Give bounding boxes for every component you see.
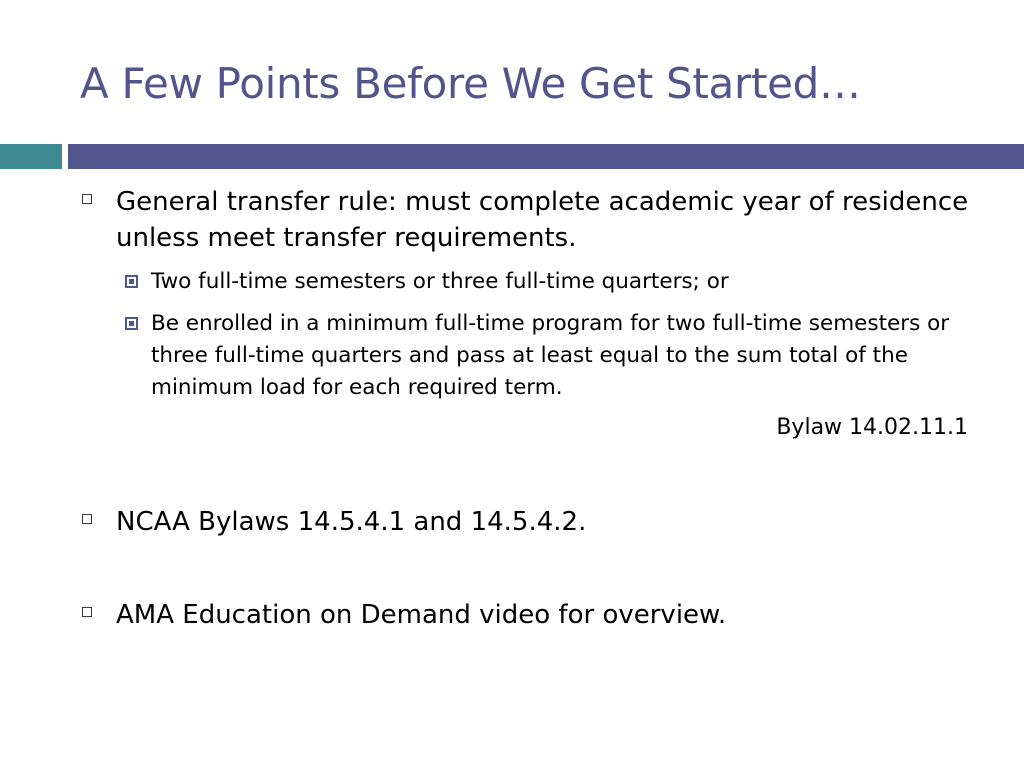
bullet-text: AMA Education on Demand video for overview. — [116, 600, 727, 630]
sub-bullet-text: Be enrolled in a minimum full-time program for two full-time semesters or three full-time quarters and pass at least equal to the sum total of the minimum load for each required term. — [151, 311, 950, 400]
sub-bullet-text: Two full-time semesters or three full-time quarters; or — [151, 269, 729, 294]
bullet-text: NCAA Bylaws 14.5.4.1 and 14.5.4.2. — [116, 507, 587, 537]
filled-square-bullet-icon — [125, 275, 138, 288]
bullet-text: General transfer rule: must complete academic year of residence unless meet transfer requirements. — [116, 187, 969, 253]
hollow-square-bullet-icon — [82, 607, 92, 617]
slide-title: A Few Points Before We Get Started… — [80, 59, 861, 108]
hollow-square-bullet-icon — [82, 514, 92, 524]
hollow-square-bullet-icon — [82, 194, 92, 204]
bylaw-citation: Bylaw 14.02.11.1 — [776, 415, 968, 440]
filled-square-bullet-icon — [125, 317, 138, 330]
